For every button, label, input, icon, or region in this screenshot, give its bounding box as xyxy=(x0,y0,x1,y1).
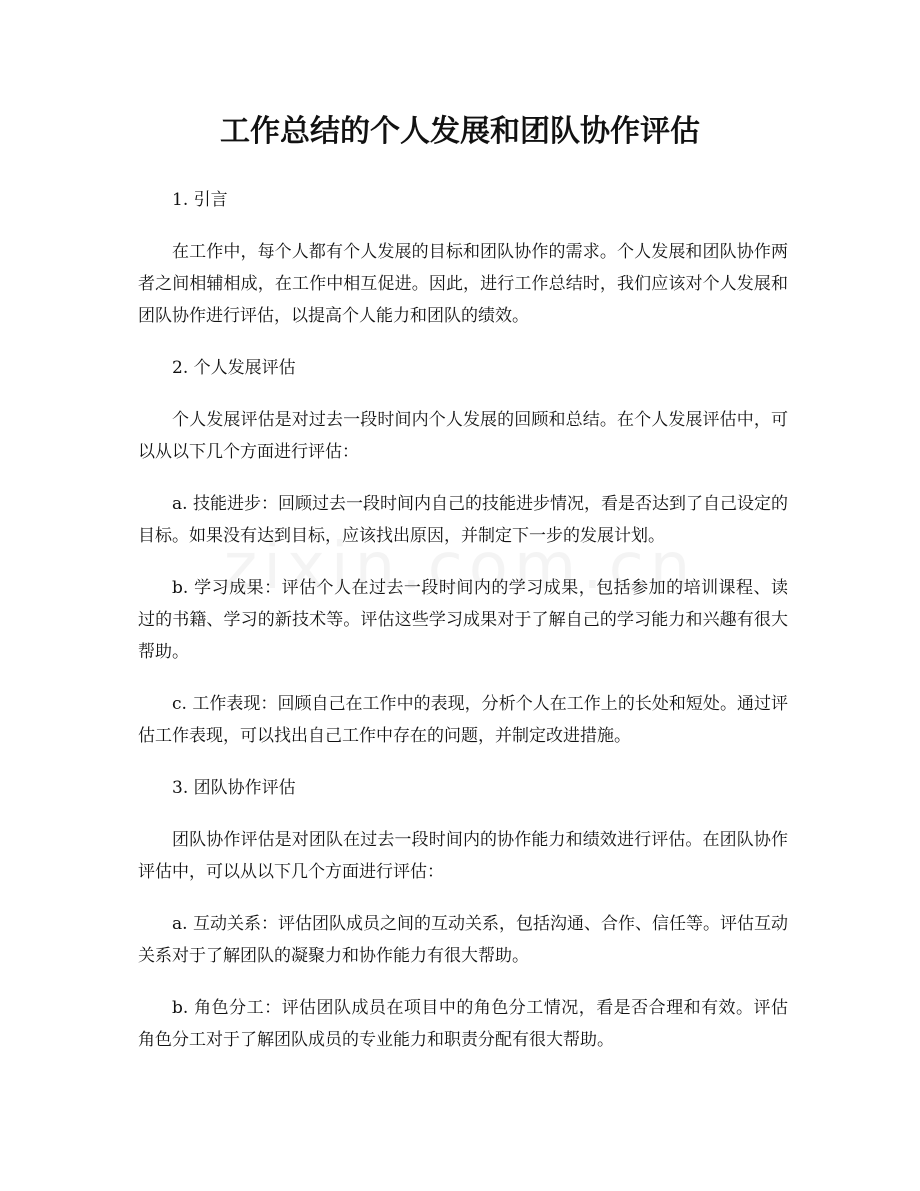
document-body xyxy=(138,184,788,1056)
paragraph-interaction: a. 互动关系：评估团队成员之间的互动关系，包括沟通、合作、信任等。评估互动关系对于了解团队的凝聚力和协作能力有很大帮助。 xyxy=(138,914,788,966)
paragraph-team-intro: 团队协作评估是对团队在过去一段时间内的协作能力和绩效进行评估。在团队协作评估中，可以从以下几个方面进行评估： xyxy=(138,830,788,882)
paragraph-learning-results: b. 学习成果：评估个人在过去一段时间内的学习成果，包括参加的培训课程、读过的书籍、学习的新技术等。评估这些学习成果对于了解自己的学习能力和兴趣有很大帮助。 xyxy=(138,578,788,662)
document-title: 工作总结的个人发展和团队协作评估 xyxy=(220,114,700,149)
section-heading-team: 3. 团队协作评估 xyxy=(172,778,296,798)
paragraph-skill-progress: a. 技能进步：回顾过去一段时间内自己的技能进步情况，看是否达到了自己设定的目标。如果没有达到目标，应该找出原因，并制定下一步的发展计划。 xyxy=(138,494,788,546)
paragraph-work-performance: c. 工作表现：回顾自己在工作中的表现，分析个人在工作上的长处和短处。通过评估工作表现，可以找出自己工作中存在的问题，并制定改进措施。 xyxy=(138,694,788,746)
section-heading-intro: 1. 引言 xyxy=(172,190,228,210)
paragraph-role-division: b. 角色分工：评估团队成员在项目中的角色分工情况，看是否合理和有效。评估角色分工对于了解团队成员的专业能力和职责分配有很大帮助。 xyxy=(138,998,788,1050)
paragraph-intro: 在工作中，每个人都有个人发展的目标和团队协作的需求。个人发展和团队协作两者之间相辅相成，在工作中相互促进。因此，进行工作总结时，我们应该对个人发展和团队协作进行评估，以提高个人能力和团队的绩效。 xyxy=(138,242,788,326)
section-heading-personal: 2. 个人发展评估 xyxy=(172,358,296,378)
paragraph-personal-intro: 个人发展评估是对过去一段时间内个人发展的回顾和总结。在个人发展评估中，可以从以下几个方面进行评估： xyxy=(138,410,788,462)
